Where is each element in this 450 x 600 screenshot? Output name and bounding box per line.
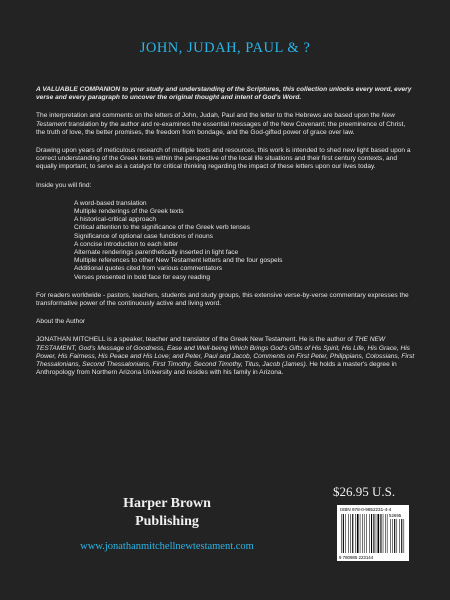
feature-item: A historical-critical approach [74,216,157,224]
addon-bar [397,519,398,553]
feature-item: Verses presented in bold face for easy reading [74,273,210,281]
addon-bar [390,519,391,553]
barcode-bar [373,514,374,553]
ean-number: 9 780985 223144 [339,555,374,560]
feature-item: Alternate renderings parenthetically inserted in light face [74,249,239,257]
barcode-bar [366,514,367,553]
barcode-bar [371,514,372,553]
para1-text-before: The interpretation and comments on the letters of John, Judah, Paul and the letter to the Hebrews are based upon the [36,112,382,120]
barcode-graphic [337,505,409,561]
barcode-bar [352,514,353,553]
description-paragraph-1 [36,112,416,137]
ean-bars [341,514,387,553]
barcode-bar [387,514,388,553]
barcode-bar [376,514,377,553]
barcode-bar [343,514,344,553]
barcode-bar [348,514,349,553]
barcode-bar [341,514,342,553]
features-list [36,200,416,282]
intro-paragraph: A VALUABLE COMPANION to your study and understanding of the Scriptures, this collection unlocks every word, every verse and every paragraph to uncover the original thought and intent of God's Word. [36,86,412,102]
addon-bar [404,519,405,553]
para1-text-after: translation by the author and re-examines the essential messages of the New Covenant; the preeminence of Christ, the truth of love, the better promises, the freedom from bondage, and the God-gifted power of grace over law. [36,120,406,136]
addon-bar [392,519,393,553]
addon-number: 52695 [389,513,402,518]
feature-item: A concise introduction to each letter [74,240,179,248]
addon-bar [394,519,395,553]
feature-item: Critical attention to the significance of the Greek verb tenses [74,224,250,232]
barcode-bar [355,514,356,553]
bio-italic-titles: THE NEW TESTAMENT, God's Message of Goodness, Ease and Well-being Which Brings God's Gifts of His Spirit, His Life, His Grace, His Power, His Fairness, His Peace and His Love; and Peter, Paul and Jacob, Comments on First Peter, Philippians, Colossians, First Thessalonians, Second Thessalonians, First Timothy, Second Timothy, Titus, Jacob (James). [36,336,415,369]
barcode-bar [360,514,361,553]
addon-bar [401,519,402,553]
readers-paragraph: For readers worldwide - pastors, teachers, students and study groups, this extensive verse-by-verse commentary expresses the transformative power of the continuously active and living word. [36,291,409,308]
bio-text-1: JONATHAN MITCHELL is a speaker, teacher and translator of the Greek New Testament. He is the author of [36,336,355,344]
barcode-bar [380,514,381,553]
barcode-bar [378,514,380,553]
book-title: JOHN, JUDAH, PAUL & ? [139,40,311,56]
feature-item: Additional quotes cited from various commentators [74,265,223,273]
author-bio [36,336,416,377]
barcode-bar [369,514,370,553]
feature-item: Multiple references to other New Testament letters and the four gospels [74,257,283,265]
back-cover-copy [36,86,416,387]
publisher-name [92,495,242,531]
barcode-bar [357,514,359,553]
isbn-barcode [337,505,409,561]
barcode-bar [385,514,386,553]
website-link[interactable]: www.jonathanmitchellnewtestament.com [80,541,254,552]
publisher-line-2: Publishing [135,514,199,529]
barcode-bar [350,514,351,553]
barcode-bar [364,514,365,553]
publisher-line-1: Harper Brown [123,496,211,511]
barcode-bar [383,514,384,553]
bio-text-2: He holds a master's degree in Anthropology from Northern Arizona University and resides with his family in Arizona. [36,361,397,377]
barcode-bar [362,514,363,553]
about-heading: About the Author [36,318,86,326]
addon-bars [390,519,404,553]
addon-bar [399,519,400,553]
feature-item: Significance of optional case functions of nouns [74,232,213,240]
description-paragraph-2: Drawing upon years of meticulous research of multiple texts and resources, this work is intended to shed new light based upon a correct understanding of the Greek texts within the perspective of the local life situations and their first century contexts, and equally important, to serve as a catalyst for critical thinking regarding the impact of these letters upon our lives today. [36,147,411,171]
feature-item: A word-based translation [74,199,147,207]
isbn-text: ISBN 978-0-9852231-4-4 [340,507,392,512]
price-label: $26.95 U.S. [333,484,396,499]
feature-item: Multiple renderings of the Greek texts [74,208,184,216]
para1-italic: New Testament [36,112,395,128]
barcode-bar [345,514,346,553]
inside-heading: Inside you will find: [36,181,92,189]
